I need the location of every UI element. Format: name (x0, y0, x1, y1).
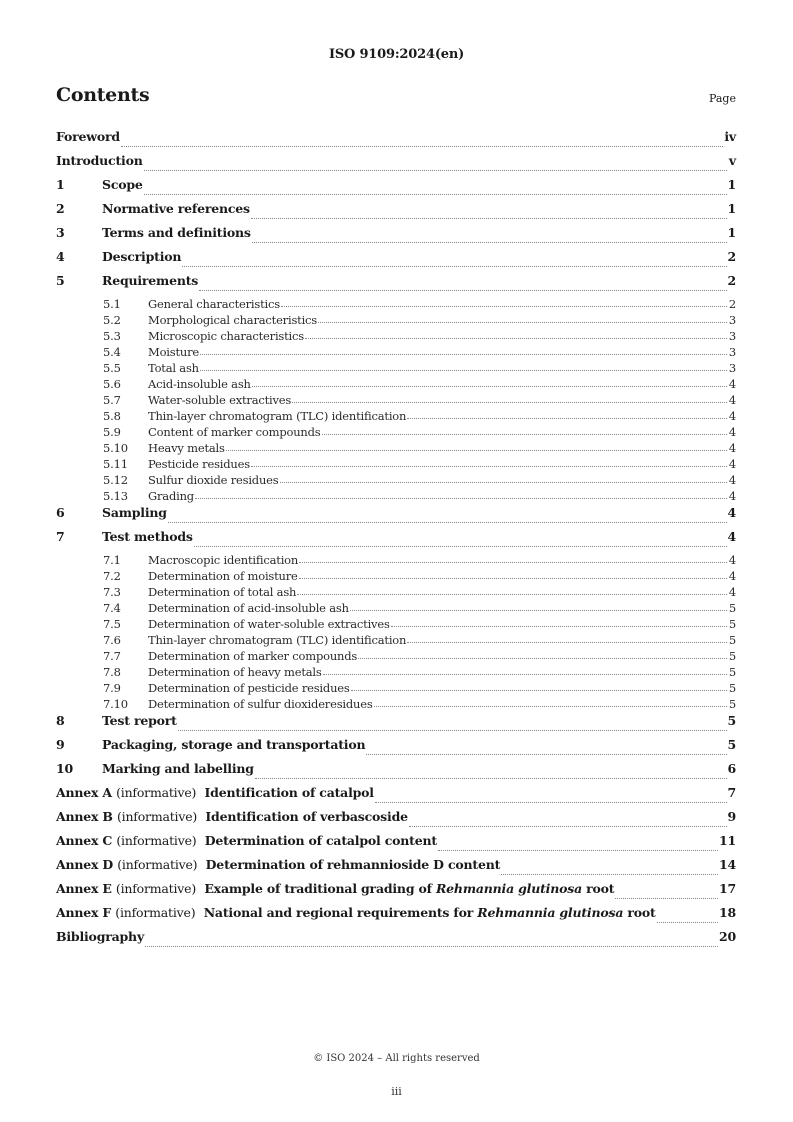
toc-entry-title: Normative references (102, 201, 250, 216)
dot-leader (657, 921, 718, 923)
toc-subentry-number: 7.9 (103, 681, 121, 695)
dot-leader (195, 497, 727, 499)
toc-subentry-number: 7.3 (103, 585, 121, 599)
toc-entry-page: 2 (727, 249, 736, 264)
toc-annex-entry[interactable] (56, 904, 736, 928)
toc-entry-page: 6 (727, 761, 736, 776)
toc-entry-page: 1 (727, 201, 736, 216)
toc-annex-entry[interactable] (56, 880, 736, 904)
toc-subentry-number: 7.6 (103, 633, 121, 647)
toc-entry[interactable] (56, 696, 736, 712)
dot-leader (351, 689, 727, 691)
toc-entry-title: Introduction (56, 153, 143, 168)
toc-entry[interactable] (56, 712, 736, 736)
dot-leader (144, 169, 727, 171)
toc-entry-page: 5 (728, 601, 736, 615)
page-column-label: Page (708, 92, 736, 105)
dot-leader (501, 873, 718, 875)
dot-leader (299, 561, 727, 563)
toc-entry-number: 5 (56, 273, 65, 288)
toc-entry-page: 14 (719, 857, 736, 872)
toc-annex-entry[interactable] (56, 808, 736, 832)
toc-entry-title: Pesticide residues (148, 457, 250, 471)
toc-entry-page: 4 (728, 473, 736, 487)
toc-subentry-number: 5.5 (103, 361, 121, 375)
toc-subentry-number: 5.8 (103, 409, 121, 423)
toc-entry-page: 4 (728, 409, 736, 423)
toc-entry-title: Determination of water-soluble extractives (148, 617, 390, 631)
dot-leader (145, 945, 718, 947)
dot-leader (407, 641, 727, 643)
annex-label: Annex F (56, 905, 112, 920)
toc-entry-page: 4 (728, 569, 736, 583)
dot-leader (322, 433, 728, 435)
dot-leader (374, 705, 727, 707)
toc-entry[interactable] (56, 680, 736, 696)
toc-entry-number: 4 (56, 249, 65, 264)
annex-type: (informative) (115, 881, 197, 896)
toc-subentry-number: 5.1 (103, 297, 121, 311)
toc-subentry-number: 5.10 (103, 441, 128, 455)
dot-leader (251, 217, 727, 219)
toc-entry[interactable] (56, 632, 736, 648)
toc-entry-number: 6 (56, 505, 65, 520)
toc-entry-title: Packaging, storage and transportation (102, 737, 366, 752)
dot-leader (318, 321, 727, 323)
dot-leader (438, 849, 718, 851)
toc-entry-page: 5 (728, 681, 736, 695)
footer-page-number: iii (391, 1085, 402, 1098)
annex-type: (informative) (115, 905, 196, 920)
toc-entry-title: Moisture (148, 345, 200, 359)
annex-title: Identification of verbascoside (205, 809, 408, 824)
toc-entry-title: Foreword (56, 129, 120, 144)
toc-entry[interactable] (56, 200, 736, 224)
toc-entry[interactable] (56, 224, 736, 248)
toc-entry[interactable] (56, 488, 736, 504)
toc-entry[interactable] (56, 248, 736, 272)
toc-subentry-number: 5.9 (103, 425, 121, 439)
dot-leader (199, 289, 726, 291)
toc-entry-page: 3 (728, 313, 736, 327)
annex-label: Annex A (56, 785, 112, 800)
toc-entry-title: Determination of moisture (148, 569, 298, 583)
toc-entry[interactable] (56, 344, 736, 360)
annex-label: Annex E (56, 881, 112, 896)
dot-leader (299, 577, 727, 579)
dot-leader (226, 449, 727, 451)
dot-leader (144, 193, 727, 195)
toc-bibliography-entry[interactable] (56, 928, 736, 952)
annex-title-italic: Rehmannia glutinosa (435, 881, 582, 896)
toc-entry-title: Determination of sulfur dioxideresidues (148, 697, 373, 711)
toc-entry[interactable] (56, 408, 736, 424)
toc-entry-title: Sulfur dioxide residues (148, 473, 279, 487)
toc-annex-entry[interactable] (56, 856, 736, 880)
toc-entry[interactable] (56, 440, 736, 456)
dot-leader (366, 753, 726, 755)
toc-entry[interactable] (56, 176, 736, 200)
toc-entry-page: 3 (728, 361, 736, 375)
toc-entry-page: 5 (728, 697, 736, 711)
toc-subentry-number: 5.3 (103, 329, 121, 343)
dot-leader (200, 369, 727, 371)
toc-entry-title: Acid-insoluble ash (148, 377, 251, 391)
toc-entry-page: 9 (727, 809, 736, 824)
toc-subentry-number: 7.7 (103, 649, 121, 663)
dot-leader (182, 265, 726, 267)
toc-entry-page: 1 (727, 225, 736, 240)
annex-heading (56, 832, 437, 850)
toc-subentry-number: 5.12 (103, 473, 128, 487)
toc-entry-title: Macroscopic identification (148, 553, 299, 567)
dot-leader (391, 625, 727, 627)
toc-entry-title: Thin-layer chromatogram (TLC) identification (148, 633, 407, 647)
toc-entry-page: 4 (728, 553, 736, 567)
toc-entry[interactable] (56, 760, 736, 784)
toc-entry-page: 2 (728, 297, 736, 311)
annex-label: Annex C (56, 833, 113, 848)
dot-leader (305, 337, 727, 339)
toc-entry-title: Requirements (102, 273, 199, 288)
toc-entry-title: Thin-layer chromatogram (TLC) identification (148, 409, 407, 423)
toc-entry-page: 11 (719, 833, 736, 848)
toc-entry-number: 10 (56, 761, 73, 776)
toc-entry[interactable] (56, 600, 736, 616)
annex-title: Determination of rehmannioside D content (205, 857, 501, 872)
toc-entry[interactable] (56, 360, 736, 376)
annex-title: National and regional requirements for (203, 905, 478, 920)
toc-entry-page: 1 (727, 177, 736, 192)
toc-subentry-number: 7.1 (103, 553, 121, 567)
toc-entry-title: Water-soluble extractives (148, 393, 292, 407)
dot-leader (297, 593, 727, 595)
toc-entry-title: Total ash (148, 361, 199, 375)
toc-entry-number: 2 (56, 201, 65, 216)
toc-subentry-number: 7.4 (103, 601, 121, 615)
annex-title: Identification of catalpol (204, 785, 374, 800)
annex-title: Determination of catalpol content (204, 833, 437, 848)
toc-entry[interactable] (56, 736, 736, 760)
toc-entry-title: Sampling (102, 505, 167, 520)
toc-entry-page: 18 (719, 905, 736, 920)
toc-entry[interactable] (56, 272, 736, 296)
dot-leader (292, 401, 727, 403)
toc-entry-title: Grading (148, 489, 194, 503)
dot-leader (323, 673, 727, 675)
annex-heading (56, 880, 614, 898)
annex-label: Annex B (56, 809, 113, 824)
annex-heading (56, 856, 500, 874)
annex-title-suffix: root (581, 881, 615, 896)
dot-leader (358, 657, 727, 659)
doc-id-header: ISO 9109:2024(en) (328, 47, 465, 62)
dot-leader (178, 729, 727, 731)
toc-subentry-number: 5.11 (103, 457, 128, 471)
toc-entry-title: Determination of marker compounds (148, 649, 358, 663)
dot-leader (615, 897, 718, 899)
toc-entry-number: 9 (56, 737, 65, 752)
toc-entry-title: Determination of pesticide residues (148, 681, 350, 695)
toc-subentry-number: 5.7 (103, 393, 121, 407)
toc-entry[interactable] (56, 584, 736, 600)
dot-leader (280, 481, 728, 483)
toc-entry-page: iv (724, 129, 736, 144)
footer-copyright: © ISO 2024 – All rights reserved (313, 1053, 480, 1064)
toc-entry[interactable] (56, 376, 736, 392)
toc-entry[interactable] (56, 328, 736, 344)
dot-leader (194, 545, 727, 547)
toc-entry-page: 5 (728, 649, 736, 663)
toc-entry[interactable] (56, 504, 736, 528)
toc-entry-page: 4 (728, 393, 736, 407)
toc-entry-title: Microscopic characteristics (148, 329, 304, 343)
toc-entry[interactable] (56, 128, 736, 152)
toc-entry[interactable] (56, 312, 736, 328)
toc-entry-title: Bibliography (56, 929, 145, 944)
annex-heading (56, 784, 374, 802)
toc-entry-title: Test report (102, 713, 177, 728)
toc-entry-title: Test methods (102, 529, 193, 544)
annex-heading (56, 808, 408, 826)
toc-entry-title: General characteristics (148, 297, 280, 311)
toc-annex-entry[interactable] (56, 784, 736, 808)
toc-entry-number: 3 (56, 225, 65, 240)
toc-entry-page: 2 (727, 273, 736, 288)
annex-type: (informative) (116, 833, 197, 848)
toc-entry-page: 4 (728, 457, 736, 471)
dot-leader (281, 305, 727, 307)
toc-entry-title: Description (102, 249, 182, 264)
toc-entry-number: 8 (56, 713, 65, 728)
annex-type: (informative) (116, 809, 198, 824)
toc-entry[interactable] (56, 568, 736, 584)
toc-entry-page: 7 (727, 785, 736, 800)
toc-entry[interactable] (56, 472, 736, 488)
toc-subentry-number: 7.10 (103, 697, 128, 711)
toc-entry-page: 5 (728, 617, 736, 631)
toc-subentry-number: 7.8 (103, 665, 121, 679)
toc-entry-page: 3 (728, 345, 736, 359)
toc-entry[interactable] (56, 392, 736, 408)
toc-entry-page: 17 (719, 881, 736, 896)
annex-type: (informative) (116, 785, 197, 800)
annex-label: Annex D (56, 857, 114, 872)
dot-leader (200, 353, 727, 355)
table-of-contents (56, 128, 736, 952)
dot-leader (255, 777, 727, 779)
toc-entry-page: 4 (727, 505, 736, 520)
toc-entry[interactable] (56, 664, 736, 680)
dot-leader (252, 385, 727, 387)
toc-entry-page: 4 (728, 377, 736, 391)
toc-entry-page: 5 (727, 737, 736, 752)
toc-entry[interactable] (56, 616, 736, 632)
annex-title: Example of traditional grading of (204, 881, 436, 896)
annex-heading (56, 904, 656, 922)
dot-leader (121, 145, 723, 147)
toc-entry-page: 4 (728, 489, 736, 503)
toc-subentry-number: 7.5 (103, 617, 121, 631)
toc-entry[interactable] (56, 424, 736, 440)
toc-entry-title: Content of marker compounds (148, 425, 321, 439)
toc-subentry-number: 5.4 (103, 345, 121, 359)
toc-entry-title: Morphological characteristics (148, 313, 318, 327)
toc-entry-page: 4 (728, 441, 736, 455)
toc-entry-title: Terms and definitions (102, 225, 251, 240)
toc-entry-page: 5 (727, 713, 736, 728)
toc-entry-title: Scope (102, 177, 143, 192)
dot-leader (407, 417, 727, 419)
dot-leader (251, 465, 727, 467)
toc-subentry-number: 5.2 (103, 313, 121, 327)
toc-entry-title: Determination of heavy metals (148, 665, 322, 679)
toc-entry[interactable] (56, 648, 736, 664)
toc-entry-page: 5 (728, 665, 736, 679)
toc-annex-entry[interactable] (56, 832, 736, 856)
annex-title-suffix: root (623, 905, 656, 920)
toc-entry-title: Marking and labelling (102, 761, 254, 776)
toc-entry-title: Determination of acid-insoluble ash (148, 601, 349, 615)
toc-entry-page: 4 (728, 425, 736, 439)
toc-subentry-number: 5.6 (103, 377, 121, 391)
toc-entry-page: 4 (727, 529, 736, 544)
toc-subentry-number: 7.2 (103, 569, 121, 583)
dot-leader (409, 825, 727, 827)
toc-entry-page: 4 (728, 585, 736, 599)
dot-leader (168, 521, 727, 523)
toc-entry-number: 7 (56, 529, 65, 544)
dot-leader (252, 241, 727, 243)
annex-title-italic: Rehmannia glutinosa (477, 905, 624, 920)
toc-entry-page: 3 (728, 329, 736, 343)
toc-entry-number: 1 (56, 177, 65, 192)
annex-type: (informative) (117, 857, 198, 872)
toc-entry[interactable] (56, 552, 736, 568)
toc-entry-title: Determination of total ash (148, 585, 297, 599)
toc-entry-title: Heavy metals (148, 441, 225, 455)
toc-entry-page: v (728, 153, 736, 168)
toc-entry[interactable] (56, 152, 736, 176)
contents-title: Contents (56, 84, 150, 106)
dot-leader (375, 801, 727, 803)
toc-entry-page: 20 (719, 929, 736, 944)
dot-leader (350, 609, 727, 611)
toc-entry[interactable] (56, 296, 736, 312)
toc-subentry-number: 5.13 (103, 489, 128, 503)
toc-entry[interactable] (56, 456, 736, 472)
toc-entry-page: 5 (728, 633, 736, 647)
toc-entry[interactable] (56, 528, 736, 552)
